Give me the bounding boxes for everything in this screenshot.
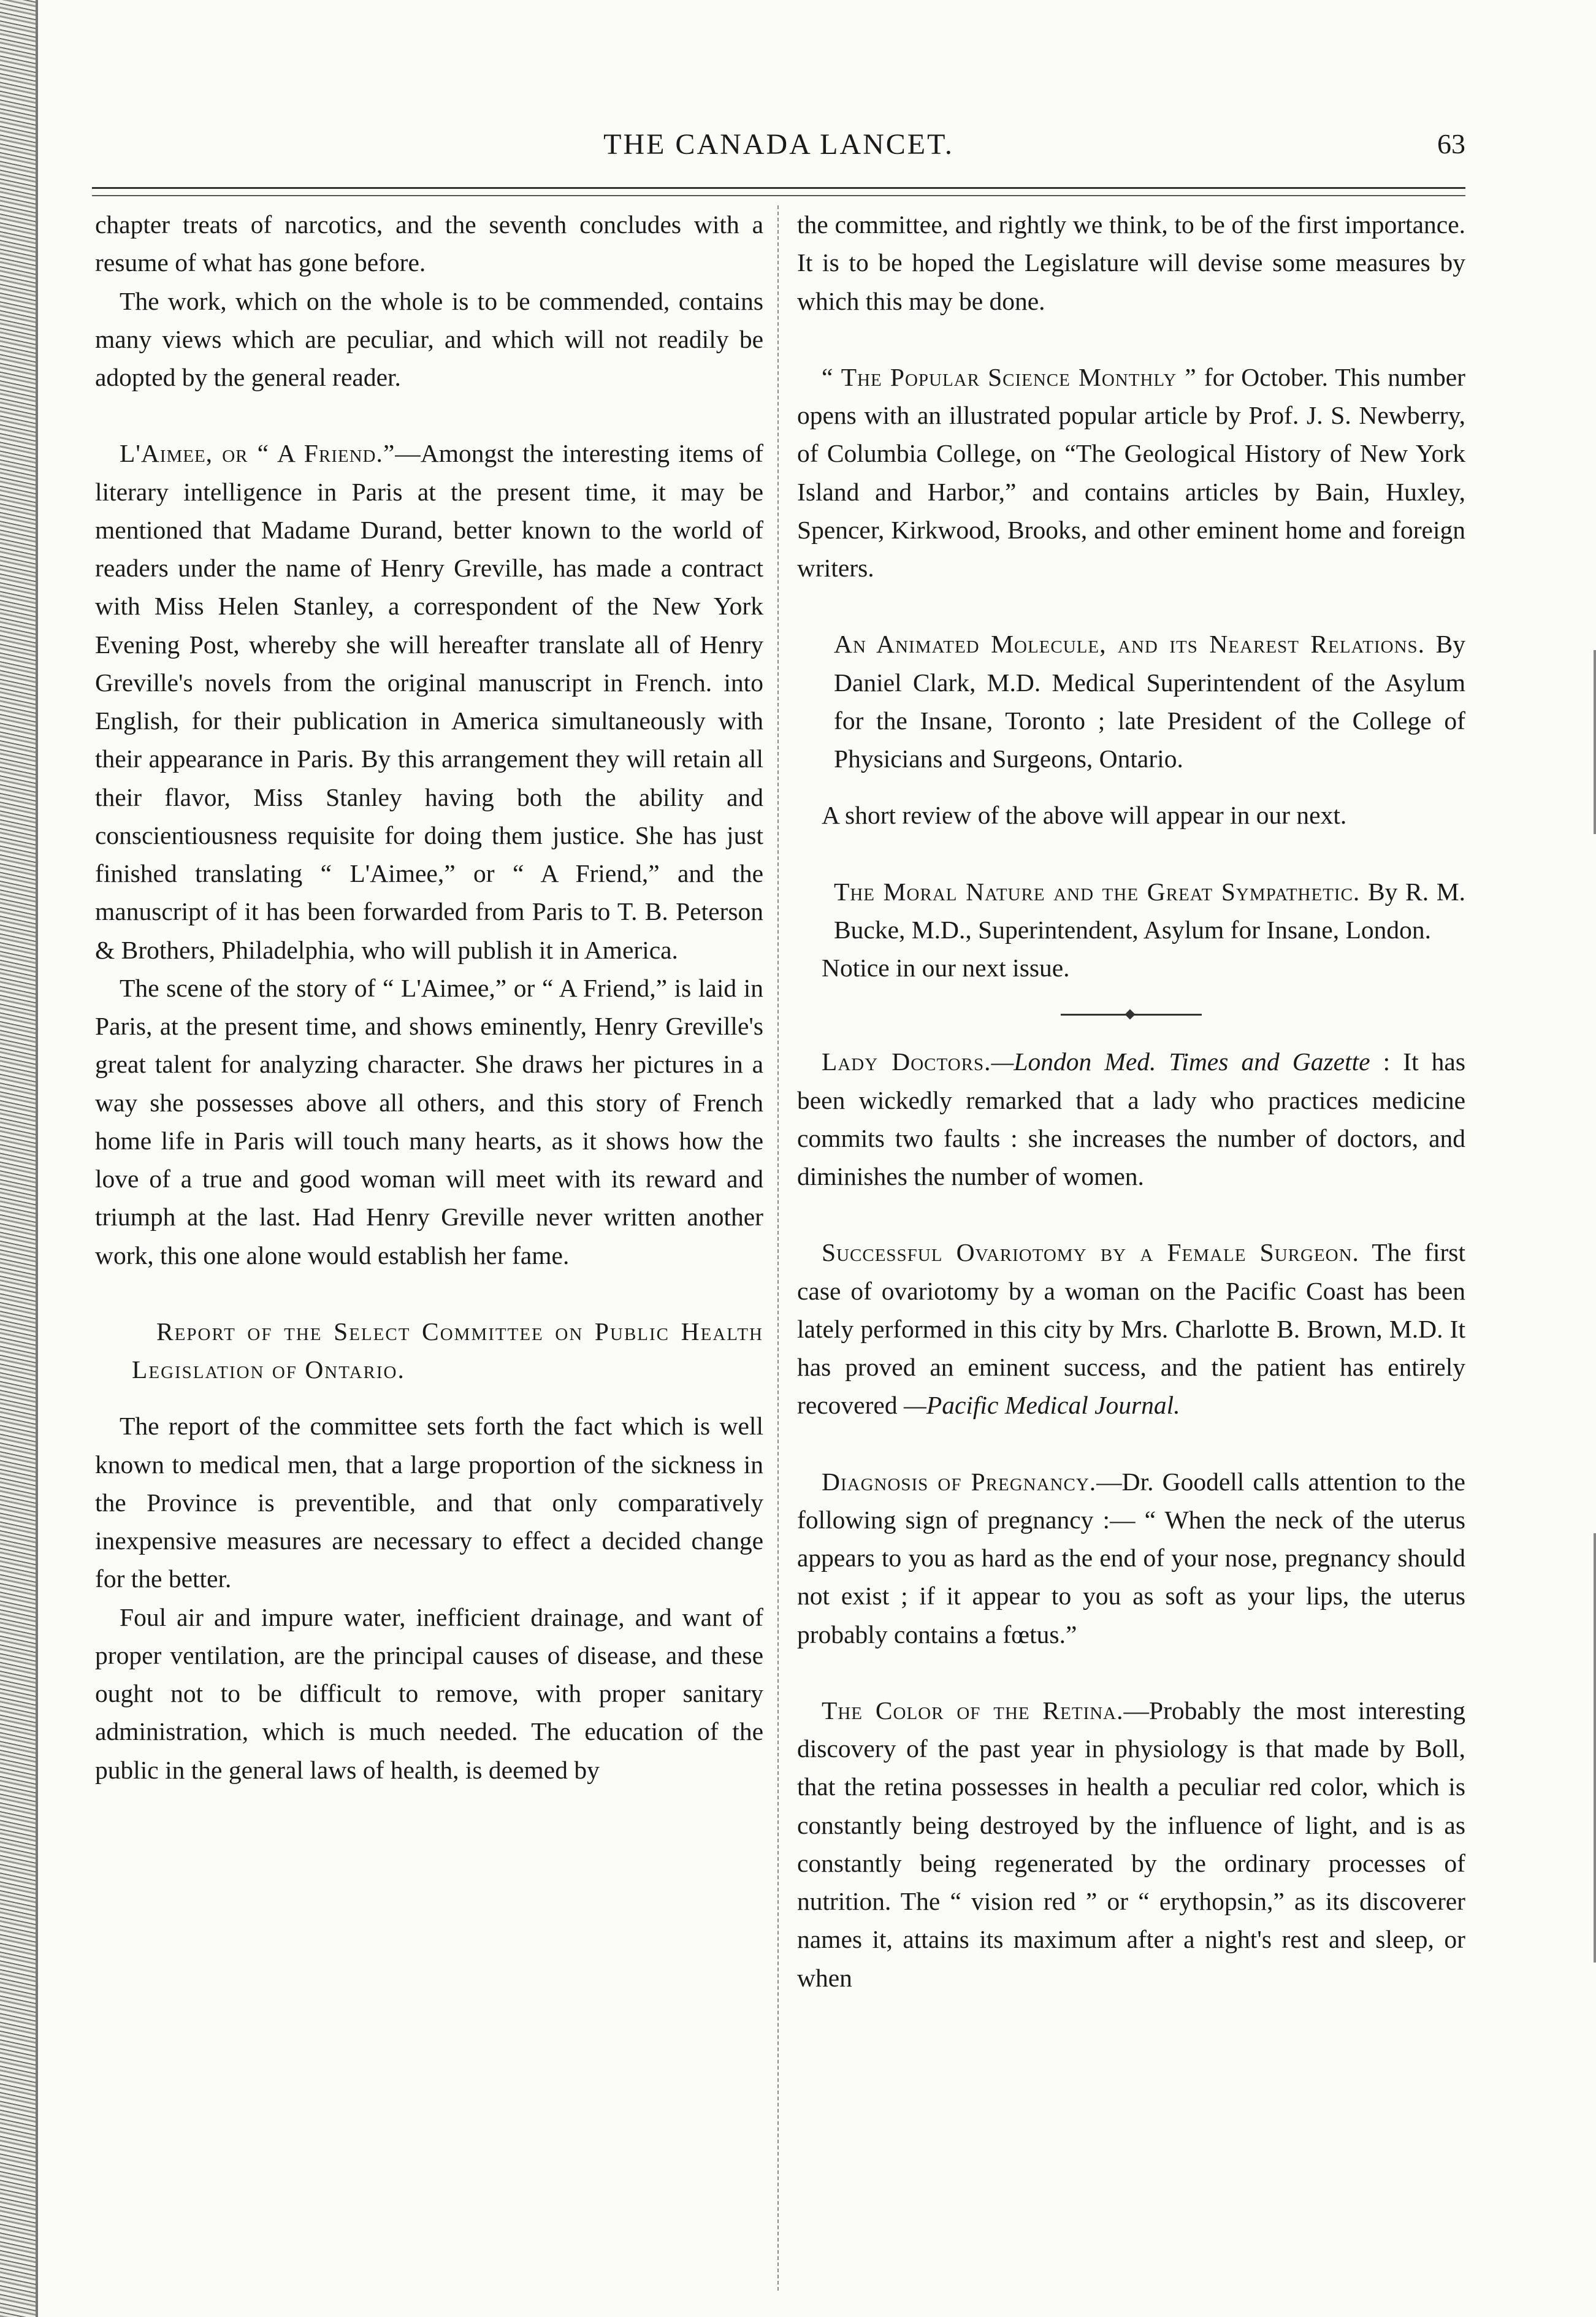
article-aimee bbox=[95, 434, 763, 969]
column-divider bbox=[777, 205, 779, 2291]
article-title: “ The Popular Science Monthly ” bbox=[822, 362, 1197, 391]
paragraph: The scene of the story of “ L'Aimee,” or “ A Friend,” is laid in Paris, at the present time, and shows eminently, Henry Greville's great talent for analyzing character. She draws her pictures in a way she possesses above all others, and this story of French home life in Paris will touch many hearts, as it shows how the love of a true and good woman will meet with its reward and triumph at the last. Had Henry Greville never written another work, this one alone would establish her fame. bbox=[95, 973, 763, 1270]
left-column bbox=[95, 205, 763, 2303]
paragraph: A short review of the above will appear in our next. bbox=[822, 801, 1347, 830]
article-source: —Pacific Medical Journal. bbox=[903, 1391, 1180, 1420]
right-column bbox=[797, 205, 1465, 2303]
article-color-retina bbox=[797, 1691, 1465, 1997]
article-title: Lady Doctors. bbox=[822, 1047, 991, 1076]
article-text: —Probably the most interesting discovery of the past year in physiology is that made by Boll, that the retina possesses in health a peculiar red color, which is constantly being destroyed by the influence of light, and is as constantly being regenerated by the ordinary processes of nutrition. The “ vision red ” or “ erythopsin,” as its discoverer names it, attains its maximum after a night's rest and sleep, or when bbox=[797, 1696, 1465, 1992]
article-lady-doctors bbox=[797, 1043, 1465, 1195]
diamond-ornament-icon bbox=[1125, 1009, 1136, 1020]
article-title: Diagnosis of Pregnancy. bbox=[822, 1467, 1097, 1496]
article-title: L'Aimee, or “ A Friend.” bbox=[120, 439, 395, 468]
paragraph: Foul air and impure water, inefficient drainage, and want of proper ventilation, are the principal causes of disease, and these ought not to be difficult to remove, with proper sanitary administration, which is much needed. The education of the public in the general laws of health, is deemed by bbox=[95, 1603, 763, 1784]
paragraph: The report of the committee sets forth the fact which is well known to medical men, that a large proportion of the sickness in the Province is preventible, and that only comparatively inexpensive measures are necessary to effect a decided change for the better. bbox=[95, 1412, 763, 1593]
section-heading: Report of the Select Committee on Public Health Legislation of Ontario. bbox=[132, 1317, 763, 1384]
page-number: 63 bbox=[1437, 128, 1465, 159]
article-text: for October. This number opens with an illustrated popular article by Prof. J. S. Newberry, of Columbia College, on “The Geological History of New York Island and Harbor,” and contains articles by Bain, Huxley, Spencer, Kirkwood, Brooks, and other eminent home and foreign writers. bbox=[797, 362, 1465, 582]
running-title: THE CANADA LANCET. bbox=[603, 128, 954, 161]
article-text: —Dr. Goodell calls attention to the following sign of pregnancy :— “ When the neck of the uterus appears to you as hard as the end of your nose, pregnancy should not exist ; if it appear to you as soft as your lips, the uterus probably contains a fœtus.” bbox=[797, 1467, 1465, 1649]
article-text: By R. M. Bucke, M.D., Superintendent, Asylum for Insane, London. bbox=[834, 877, 1465, 944]
section-ornament-rule bbox=[1061, 1014, 1202, 1016]
article-text: By Daniel Clark, M.D. Medical Superintendent of the Asylum for the Insane, Toronto ; late President of the College of Physicians and Surgeons, Ontario. bbox=[834, 630, 1465, 773]
article-title: Successful Ovariotomy by a Female Surgeon. bbox=[822, 1238, 1359, 1267]
article-text: The first case of ovariotomy by a woman on the Pacific Coast has been lately performed in this city by Mrs. Charlotte B. Brown, M.D. It has proved an eminent success, and the patient has entirely recovered bbox=[797, 1238, 1465, 1420]
article-title: The Moral Nature and the Great Sympathetic. bbox=[834, 877, 1361, 906]
article-text: : It has been wickedly remarked that a lady who practices medicine commits two faults : she increases the number of doctors, and diminishes the number of women. bbox=[797, 1047, 1465, 1190]
header-rule bbox=[92, 187, 1465, 196]
paragraph: chapter treats of narcotics, and the seventh concludes with a resume of what has gone before. bbox=[95, 210, 763, 277]
article-ovariotomy bbox=[797, 1233, 1465, 1424]
article-title: An Animated Molecule, and its Nearest Relations. bbox=[834, 630, 1426, 659]
paragraph: Notice in our next issue. bbox=[822, 954, 1070, 982]
paragraph: The work, which on the whole is to be commended, contains many views which are peculiar, and which will not readily be adopted by the general reader. bbox=[95, 286, 763, 391]
article-animated-molecule bbox=[797, 625, 1465, 778]
article-diagnosis-pregnancy bbox=[797, 1463, 1465, 1653]
article-popular-science bbox=[797, 358, 1465, 588]
scan-edge-mark bbox=[1594, 650, 1596, 834]
article-moral-nature bbox=[797, 873, 1465, 949]
page-binding-edge bbox=[0, 0, 38, 2317]
article-text: —Amongst the interesting items of literary intelligence in Paris at the present time, it may be mentioned that Madame Durand, better known to the world of readers under the name of Henry Greville, has made a contract with Miss Helen Stanley, a correspondent of the New York Evening Post, whereby she will hereafter translate all of Henry Greville's novels from the original manuscript in French. into English, for their publication in America simultaneously with their appearance in Paris. By this arrangement they will retain all their flavor, Miss Stanley having both the ability and conscientiousness requisite for doing them justice. She has just finished translating “ L'Aimee,” or “ A Friend,” and the manuscript of it has been forwarded from Paris to T. B. Peterson & Brothers, Philadelphia, who will publish it in America. bbox=[95, 439, 763, 964]
scan-edge-mark bbox=[1594, 1533, 1596, 1963]
paragraph: the committee, and rightly we think, to be of the first importance. It is to be hoped the Legislature will devise some measures by which this may be done. bbox=[797, 210, 1465, 315]
page-header bbox=[92, 128, 1465, 177]
article-source: —London Med. Times and Gazette bbox=[991, 1047, 1370, 1076]
article-title: The Color of the Retina. bbox=[822, 1696, 1124, 1725]
